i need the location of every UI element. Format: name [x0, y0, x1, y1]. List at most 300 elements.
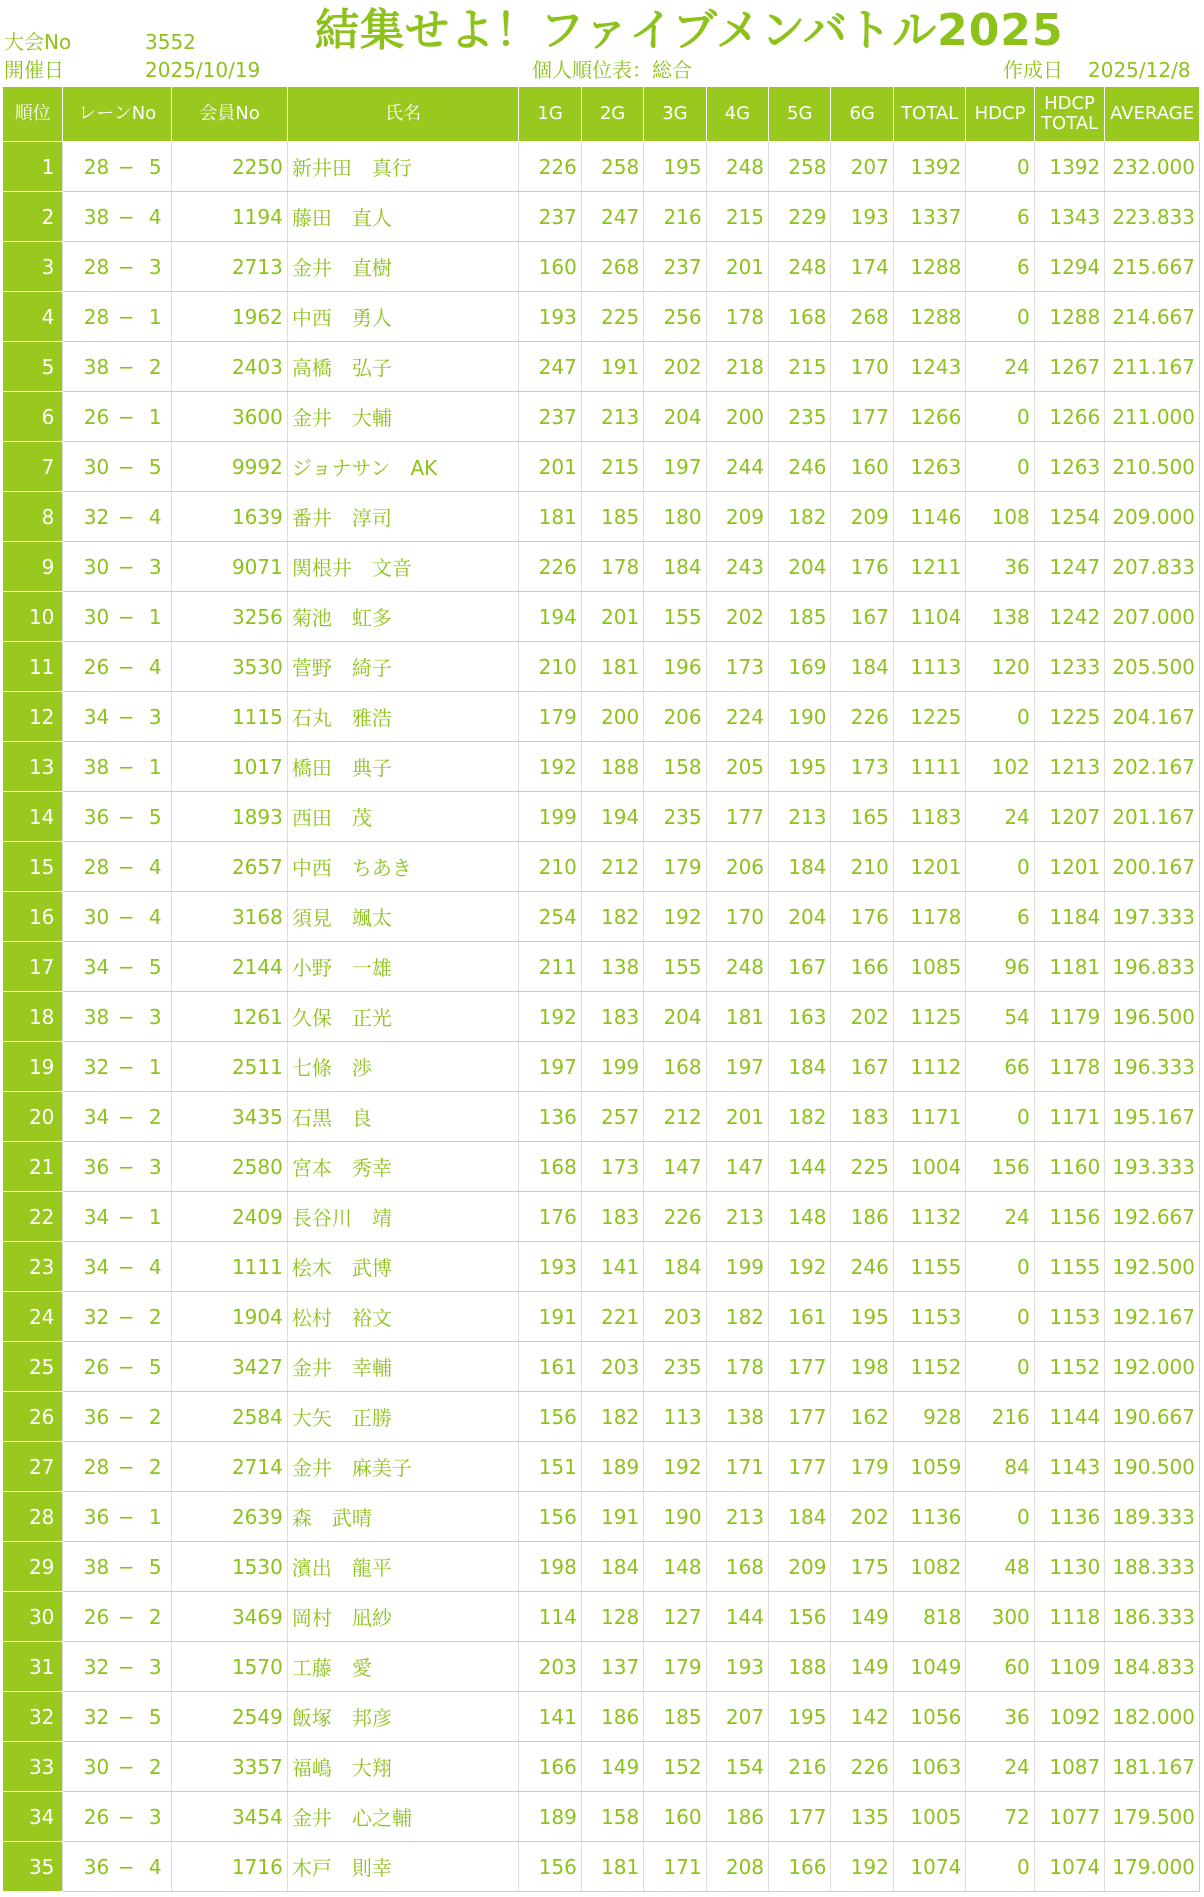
- game-5-cell: 168: [769, 292, 831, 342]
- average-cell: 179.500: [1105, 1792, 1200, 1842]
- lane-lane-cell: 3: [139, 992, 171, 1042]
- member-no-cell: 2250: [172, 142, 288, 192]
- tournament-no-value: 3552: [145, 30, 196, 54]
- table-row: [3, 442, 1200, 492]
- player-name-cell: 石黒 良: [287, 1092, 519, 1142]
- game-3-cell: 180: [644, 492, 706, 542]
- lane-lane-cell: 4: [139, 1842, 171, 1892]
- game-1-cell: 254: [519, 892, 581, 942]
- game-6-cell: 225: [831, 1142, 893, 1192]
- hdcp-total-cell: 1225: [1034, 692, 1104, 742]
- game-6-cell: 210: [831, 842, 893, 892]
- game-1-cell: 193: [519, 1242, 581, 1292]
- game-4-cell: 224: [706, 692, 768, 742]
- game-3-cell: 203: [644, 1292, 706, 1342]
- rank-cell: 27: [3, 1442, 63, 1492]
- game-4-cell: 206: [706, 842, 768, 892]
- lane-lane-cell: 5: [139, 142, 171, 192]
- average-cell: 192.500: [1105, 1242, 1200, 1292]
- game-3-cell: 179: [644, 842, 706, 892]
- game-2-cell: 268: [581, 242, 643, 292]
- game-2-cell: 257: [581, 1092, 643, 1142]
- member-no-cell: 1904: [172, 1292, 288, 1342]
- total-cell: 1063: [893, 1742, 965, 1792]
- total-cell: 818: [893, 1592, 965, 1642]
- average-cell: 182.000: [1105, 1692, 1200, 1742]
- table-row: [3, 1542, 1200, 1592]
- lane-dash-cell: −: [113, 592, 139, 642]
- col-game-6: 6G: [831, 87, 893, 142]
- game-5-cell: 177: [769, 1392, 831, 1442]
- total-cell: 1132: [893, 1192, 965, 1242]
- lane-pair-cell: 32: [63, 492, 113, 542]
- hdcp-total-cell: 1155: [1034, 1242, 1104, 1292]
- hdcp-cell: 0: [966, 1342, 1034, 1392]
- total-cell: 1171: [893, 1092, 965, 1142]
- game-6-cell: 149: [831, 1642, 893, 1692]
- total-cell: 1266: [893, 392, 965, 442]
- average-cell: 190.667: [1105, 1392, 1200, 1442]
- lane-dash-cell: −: [113, 1642, 139, 1692]
- table-row: [3, 1442, 1200, 1492]
- lane-dash-cell: −: [113, 892, 139, 942]
- game-4-cell: 178: [706, 1342, 768, 1392]
- total-cell: 1005: [893, 1792, 965, 1842]
- member-no-cell: 1716: [172, 1842, 288, 1892]
- game-1-cell: 226: [519, 542, 581, 592]
- game-6-cell: 184: [831, 642, 893, 692]
- table-row: [3, 1042, 1200, 1092]
- game-5-cell: 161: [769, 1292, 831, 1342]
- game-6-cell: 170: [831, 342, 893, 392]
- game-6-cell: 202: [831, 992, 893, 1042]
- member-no-cell: 2144: [172, 942, 288, 992]
- lane-dash-cell: −: [113, 542, 139, 592]
- hdcp-cell: 6: [966, 892, 1034, 942]
- table-row: [3, 1092, 1200, 1142]
- game-5-cell: 188: [769, 1642, 831, 1692]
- lane-dash-cell: −: [113, 342, 139, 392]
- game-6-cell: 186: [831, 1192, 893, 1242]
- game-3-cell: 237: [644, 242, 706, 292]
- lane-lane-cell: 5: [139, 1692, 171, 1742]
- player-name-cell: 木戸 則幸: [287, 1842, 519, 1892]
- game-2-cell: 213: [581, 392, 643, 442]
- player-name-cell: 宮本 秀幸: [287, 1142, 519, 1192]
- game-6-cell: 268: [831, 292, 893, 342]
- game-5-cell: 258: [769, 142, 831, 192]
- game-3-cell: 226: [644, 1192, 706, 1242]
- lane-lane-cell: 4: [139, 842, 171, 892]
- lane-pair-cell: 28: [63, 842, 113, 892]
- game-4-cell: 200: [706, 392, 768, 442]
- game-4-cell: 209: [706, 492, 768, 542]
- game-5-cell: 177: [769, 1792, 831, 1842]
- hdcp-total-cell: 1288: [1034, 292, 1104, 342]
- game-6-cell: 167: [831, 1042, 893, 1092]
- game-5-cell: 246: [769, 442, 831, 492]
- hdcp-total-cell: 1144: [1034, 1392, 1104, 1442]
- lane-lane-cell: 5: [139, 942, 171, 992]
- total-cell: 928: [893, 1392, 965, 1442]
- game-5-cell: 144: [769, 1142, 831, 1192]
- game-4-cell: 201: [706, 1092, 768, 1142]
- hdcp-total-cell: 1266: [1034, 392, 1104, 442]
- game-6-cell: 195: [831, 1292, 893, 1342]
- lane-lane-cell: 2: [139, 1292, 171, 1342]
- lane-lane-cell: 1: [139, 292, 171, 342]
- col-hdcp-total-line1: HDCP: [1044, 93, 1095, 114]
- game-3-cell: 184: [644, 1242, 706, 1292]
- rank-cell: 34: [3, 1792, 63, 1842]
- average-cell: 189.333: [1105, 1492, 1200, 1542]
- lane-dash-cell: −: [113, 1542, 139, 1592]
- rank-cell: 13: [3, 742, 63, 792]
- average-cell: 214.667: [1105, 292, 1200, 342]
- lane-pair-cell: 38: [63, 742, 113, 792]
- rank-cell: 33: [3, 1742, 63, 1792]
- game-6-cell: 226: [831, 1742, 893, 1792]
- hdcp-cell: 300: [966, 1592, 1034, 1642]
- game-5-cell: 190: [769, 692, 831, 742]
- game-3-cell: 212: [644, 1092, 706, 1142]
- rank-cell: 29: [3, 1542, 63, 1592]
- total-cell: 1201: [893, 842, 965, 892]
- member-no-cell: 1261: [172, 992, 288, 1042]
- game-6-cell: 209: [831, 492, 893, 542]
- hdcp-total-cell: 1184: [1034, 892, 1104, 942]
- game-6-cell: 207: [831, 142, 893, 192]
- member-no-cell: 1017: [172, 742, 288, 792]
- average-cell: 204.167: [1105, 692, 1200, 742]
- rank-cell: 26: [3, 1392, 63, 1442]
- rank-cell: 22: [3, 1192, 63, 1242]
- game-4-cell: 213: [706, 1492, 768, 1542]
- average-cell: 223.833: [1105, 192, 1200, 242]
- total-cell: 1288: [893, 242, 965, 292]
- game-5-cell: 235: [769, 392, 831, 442]
- table-row: [3, 1492, 1200, 1542]
- lane-pair-cell: 34: [63, 692, 113, 742]
- hdcp-cell: 96: [966, 942, 1034, 992]
- lane-pair-cell: 36: [63, 1392, 113, 1442]
- player-name-cell: 工藤 愛: [287, 1642, 519, 1692]
- lane-lane-cell: 4: [139, 192, 171, 242]
- hdcp-cell: 0: [966, 1842, 1034, 1892]
- hdcp-total-cell: 1109: [1034, 1642, 1104, 1692]
- game-2-cell: 203: [581, 1342, 643, 1392]
- member-no-cell: 2403: [172, 342, 288, 392]
- rank-cell: 21: [3, 1142, 63, 1192]
- hdcp-cell: 60: [966, 1642, 1034, 1692]
- member-no-cell: 2657: [172, 842, 288, 892]
- lane-lane-cell: 3: [139, 692, 171, 742]
- hdcp-cell: 102: [966, 742, 1034, 792]
- average-cell: 207.833: [1105, 542, 1200, 592]
- game-4-cell: 202: [706, 592, 768, 642]
- total-cell: 1155: [893, 1242, 965, 1292]
- lane-lane-cell: 2: [139, 1742, 171, 1792]
- player-name-cell: 中西 ちあき: [287, 842, 519, 892]
- table-row: [3, 1292, 1200, 1342]
- game-5-cell: 184: [769, 842, 831, 892]
- average-cell: 192.167: [1105, 1292, 1200, 1342]
- col-rank: 順位: [3, 87, 63, 142]
- member-no-cell: 2714: [172, 1442, 288, 1492]
- member-no-cell: 2549: [172, 1692, 288, 1742]
- lane-pair-cell: 34: [63, 1242, 113, 1292]
- hdcp-total-cell: 1074: [1034, 1842, 1104, 1892]
- lane-pair-cell: 26: [63, 392, 113, 442]
- hdcp-cell: 156: [966, 1142, 1034, 1192]
- lane-dash-cell: −: [113, 792, 139, 842]
- lane-dash-cell: −: [113, 1742, 139, 1792]
- table-row: [3, 1742, 1200, 1792]
- game-5-cell: 156: [769, 1592, 831, 1642]
- game-5-cell: 215: [769, 342, 831, 392]
- player-name-cell: 関根井 文音: [287, 542, 519, 592]
- lane-dash-cell: −: [113, 942, 139, 992]
- game-2-cell: 189: [581, 1442, 643, 1492]
- total-cell: 1112: [893, 1042, 965, 1092]
- game-4-cell: 173: [706, 642, 768, 692]
- table-row: [3, 492, 1200, 542]
- average-cell: 195.167: [1105, 1092, 1200, 1142]
- lane-pair-cell: 38: [63, 992, 113, 1042]
- hdcp-total-cell: 1092: [1034, 1692, 1104, 1742]
- game-1-cell: 210: [519, 642, 581, 692]
- game-4-cell: 207: [706, 1692, 768, 1742]
- hdcp-total-cell: 1242: [1034, 592, 1104, 642]
- game-4-cell: 147: [706, 1142, 768, 1192]
- game-3-cell: 148: [644, 1542, 706, 1592]
- member-no-cell: 1893: [172, 792, 288, 842]
- game-3-cell: 152: [644, 1742, 706, 1792]
- game-4-cell: 186: [706, 1792, 768, 1842]
- game-1-cell: 166: [519, 1742, 581, 1792]
- game-6-cell: 149: [831, 1592, 893, 1642]
- game-3-cell: 206: [644, 692, 706, 742]
- hdcp-total-cell: 1294: [1034, 242, 1104, 292]
- report-subtitle: 個人順位表：総合: [532, 58, 692, 82]
- total-cell: 1056: [893, 1692, 965, 1742]
- game-1-cell: 181: [519, 492, 581, 542]
- col-total: TOTAL: [893, 87, 965, 142]
- rank-cell: 8: [3, 492, 63, 542]
- total-cell: 1183: [893, 792, 965, 842]
- hdcp-total-cell: 1156: [1034, 1192, 1104, 1242]
- average-cell: 196.333: [1105, 1042, 1200, 1092]
- game-6-cell: 176: [831, 542, 893, 592]
- game-1-cell: 151: [519, 1442, 581, 1492]
- game-3-cell: 235: [644, 1342, 706, 1392]
- average-cell: 184.833: [1105, 1642, 1200, 1692]
- lane-pair-cell: 28: [63, 142, 113, 192]
- lane-lane-cell: 5: [139, 792, 171, 842]
- game-2-cell: 191: [581, 342, 643, 392]
- lane-pair-cell: 32: [63, 1642, 113, 1692]
- game-1-cell: 192: [519, 992, 581, 1042]
- game-1-cell: 194: [519, 592, 581, 642]
- game-6-cell: 160: [831, 442, 893, 492]
- lane-pair-cell: 26: [63, 1592, 113, 1642]
- lane-pair-cell: 30: [63, 542, 113, 592]
- tournament-no-label: 大会No: [4, 30, 72, 54]
- rank-cell: 10: [3, 592, 63, 642]
- lane-pair-cell: 30: [63, 892, 113, 942]
- game-2-cell: 258: [581, 142, 643, 192]
- player-name-cell: 金井 直樹: [287, 242, 519, 292]
- hdcp-cell: 0: [966, 392, 1034, 442]
- table-row: [3, 1192, 1200, 1242]
- created-date-label: 作成日: [1003, 58, 1063, 82]
- game-1-cell: 156: [519, 1492, 581, 1542]
- hdcp-total-cell: 1179: [1034, 992, 1104, 1042]
- player-name-cell: 石丸 雅浩: [287, 692, 519, 742]
- average-cell: 210.500: [1105, 442, 1200, 492]
- game-5-cell: 229: [769, 192, 831, 242]
- game-1-cell: 226: [519, 142, 581, 192]
- game-4-cell: 199: [706, 1242, 768, 1292]
- hdcp-cell: 24: [966, 1742, 1034, 1792]
- game-1-cell: 156: [519, 1392, 581, 1442]
- lane-pair-cell: 36: [63, 1842, 113, 1892]
- game-5-cell: 166: [769, 1842, 831, 1892]
- game-5-cell: 182: [769, 492, 831, 542]
- game-2-cell: 221: [581, 1292, 643, 1342]
- lane-lane-cell: 2: [139, 342, 171, 392]
- lane-dash-cell: −: [113, 992, 139, 1042]
- hdcp-total-cell: 1153: [1034, 1292, 1104, 1342]
- average-cell: 201.167: [1105, 792, 1200, 842]
- hdcp-cell: 0: [966, 842, 1034, 892]
- game-3-cell: 202: [644, 342, 706, 392]
- col-hdcp-total: [1034, 87, 1104, 142]
- average-cell: 196.500: [1105, 992, 1200, 1042]
- average-cell: 181.167: [1105, 1742, 1200, 1792]
- lane-pair-cell: 28: [63, 1442, 113, 1492]
- table-row: [3, 592, 1200, 642]
- member-no-cell: 2409: [172, 1192, 288, 1242]
- rank-cell: 3: [3, 242, 63, 292]
- game-3-cell: 192: [644, 1442, 706, 1492]
- player-name-cell: 高橋 弘子: [287, 342, 519, 392]
- game-2-cell: 181: [581, 1842, 643, 1892]
- rank-cell: 32: [3, 1692, 63, 1742]
- hdcp-total-cell: 1077: [1034, 1792, 1104, 1842]
- table-row: [3, 142, 1200, 192]
- member-no-cell: 1570: [172, 1642, 288, 1692]
- lane-lane-cell: 3: [139, 1792, 171, 1842]
- lane-pair-cell: 36: [63, 792, 113, 842]
- lane-lane-cell: 1: [139, 592, 171, 642]
- lane-pair-cell: 26: [63, 1792, 113, 1842]
- game-3-cell: 113: [644, 1392, 706, 1442]
- table-row: [3, 1792, 1200, 1842]
- game-5-cell: 184: [769, 1492, 831, 1542]
- hdcp-cell: 6: [966, 192, 1034, 242]
- table-row: [3, 742, 1200, 792]
- table-body: [3, 142, 1200, 1892]
- lane-dash-cell: −: [113, 1792, 139, 1842]
- game-5-cell: 195: [769, 742, 831, 792]
- lane-lane-cell: 3: [139, 1642, 171, 1692]
- player-name-cell: 菅野 綺子: [287, 642, 519, 692]
- lane-pair-cell: 28: [63, 292, 113, 342]
- hdcp-total-cell: 1207: [1034, 792, 1104, 842]
- hdcp-cell: 108: [966, 492, 1034, 542]
- member-no-cell: 3600: [172, 392, 288, 442]
- player-name-cell: 七條 渉: [287, 1042, 519, 1092]
- player-name-cell: 橋田 典子: [287, 742, 519, 792]
- game-3-cell: 155: [644, 942, 706, 992]
- created-date-value: 2025/12/8: [1088, 58, 1191, 82]
- col-game-4: 4G: [706, 87, 768, 142]
- total-cell: 1049: [893, 1642, 965, 1692]
- event-date-label: 開催日: [4, 58, 64, 82]
- game-6-cell: 192: [831, 1842, 893, 1892]
- game-4-cell: 178: [706, 292, 768, 342]
- lane-lane-cell: 4: [139, 1242, 171, 1292]
- member-no-cell: 3427: [172, 1342, 288, 1392]
- game-6-cell: 167: [831, 592, 893, 642]
- total-cell: 1243: [893, 342, 965, 392]
- rank-cell: 11: [3, 642, 63, 692]
- lane-dash-cell: −: [113, 392, 139, 442]
- lane-dash-cell: −: [113, 1142, 139, 1192]
- game-1-cell: 141: [519, 1692, 581, 1742]
- game-6-cell: 202: [831, 1492, 893, 1542]
- table-row: [3, 242, 1200, 292]
- hdcp-cell: 0: [966, 1242, 1034, 1292]
- game-1-cell: 192: [519, 742, 581, 792]
- lane-pair-cell: 32: [63, 1692, 113, 1742]
- game-3-cell: 184: [644, 542, 706, 592]
- member-no-cell: 2584: [172, 1392, 288, 1442]
- rank-cell: 1: [3, 142, 63, 192]
- game-5-cell: 204: [769, 892, 831, 942]
- member-no-cell: 3530: [172, 642, 288, 692]
- rank-cell: 31: [3, 1642, 63, 1692]
- player-name-cell: 西田 茂: [287, 792, 519, 842]
- game-2-cell: 186: [581, 1692, 643, 1742]
- game-4-cell: 248: [706, 142, 768, 192]
- member-no-cell: 9992: [172, 442, 288, 492]
- game-6-cell: 165: [831, 792, 893, 842]
- lane-pair-cell: 28: [63, 242, 113, 292]
- lane-pair-cell: 30: [63, 442, 113, 492]
- total-cell: 1104: [893, 592, 965, 642]
- game-4-cell: 243: [706, 542, 768, 592]
- game-6-cell: 174: [831, 242, 893, 292]
- member-no-cell: 3168: [172, 892, 288, 942]
- average-cell: 192.667: [1105, 1192, 1200, 1242]
- lane-pair-cell: 38: [63, 342, 113, 392]
- average-cell: 205.500: [1105, 642, 1200, 692]
- member-no-cell: 1194: [172, 192, 288, 242]
- rank-cell: 25: [3, 1342, 63, 1392]
- table-row: [3, 1592, 1200, 1642]
- member-no-cell: 2580: [172, 1142, 288, 1192]
- event-date-value: 2025/10/19: [145, 58, 261, 82]
- average-cell: 190.500: [1105, 1442, 1200, 1492]
- game-2-cell: 178: [581, 542, 643, 592]
- game-5-cell: 209: [769, 1542, 831, 1592]
- hdcp-cell: 0: [966, 1092, 1034, 1142]
- col-hdcp-total-line2: TOTAL: [1040, 113, 1099, 134]
- lane-pair-cell: 32: [63, 1292, 113, 1342]
- game-2-cell: 188: [581, 742, 643, 792]
